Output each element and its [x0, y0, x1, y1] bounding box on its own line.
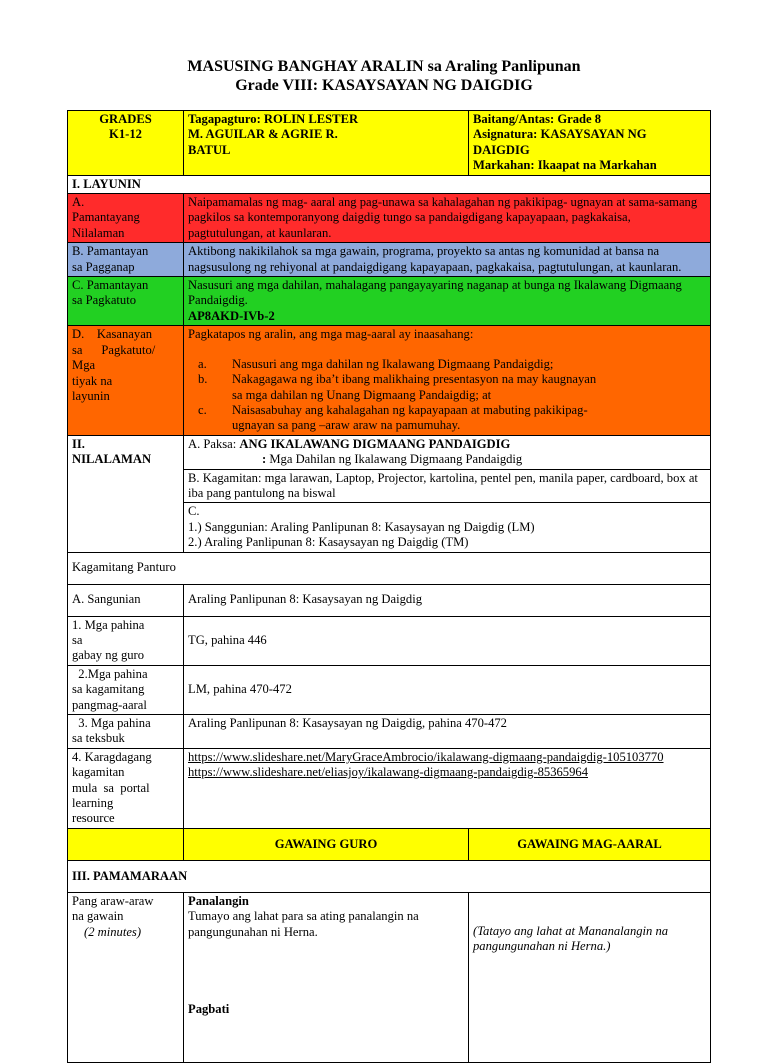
guro-activity-cell: Panalangin Tumayo ang lahat para sa ating panalangin na pangungunahan ni Herna. Pagbati [184, 892, 469, 1062]
teksbuk-value: Araling Panlipunan 8: Kasaysayan ng Daigdig, pahina 470-472 [184, 715, 711, 749]
document-title: MASUSING BANGHAY ARALIN sa Araling Panlipunan [187, 58, 581, 75]
mag-aaral-activity-cell [469, 892, 711, 1062]
objective-item: b. Nakagagawa ng iba’t ibang malikhaing presentasyon na may kaugnayan [198, 372, 597, 387]
kagamitang-pangmag-aaral-label: 2.Mga pahina sa kagamitang pangmag-aaral [68, 665, 184, 714]
pagbati-heading: Pagbati [188, 1002, 230, 1017]
mag-aaral-response: (Tatayo ang lahat at Mananalangin na pangungunahan ni Herna.) [473, 923, 669, 954]
panalangin-heading: Panalangin [188, 893, 249, 908]
pamantayang-nilalaman-label: A. Pamantayang Nilalaman [68, 194, 184, 243]
teacher-line-2: M. AGUILAR & AGRIE R. [188, 127, 338, 142]
pamantayan-pagkatuto-text: Nasusuri ang mga dahilan, mahalagang pangayayaring naganap at bunga ng Ikalawang Digmaang Pandaigdig. AP8AKD-IVb-2 [184, 277, 711, 326]
grades-label: GRADES [99, 112, 152, 126]
subject: Asignatura: KASAYSAYAN NG DAIGDIG [473, 127, 647, 157]
sanggunian-value: Araling Panlipunan 8: Kasaysayan ng Daigdig [184, 584, 711, 616]
competency-code: AP8AKD-IVb-2 [188, 308, 275, 323]
nilalaman-label: II. NILALAMAN [68, 435, 184, 552]
kagamitan-cell: B. Kagamitan: mga larawan, Laptop, Projector, kartolina, pentel pen, manila paper, cardboard, box at iba pang pantulong na biswal [184, 469, 711, 503]
teksbuk-label: 3. Mga pahina sa teksbuk [68, 715, 184, 749]
objective-item: a. Nasusuri ang mga dahilan ng Ikalawang Digmaang Pandaigdig; [198, 356, 554, 371]
layunin-heading: I. LAYUNIN [68, 175, 711, 193]
teacher-cell [184, 111, 469, 176]
portal-links [184, 748, 711, 828]
gawaing-mag-aaral-heading: GAWAING MAG-AARAL [469, 828, 711, 860]
sanggunian-label: A. Sangunian [68, 584, 184, 616]
slideshare-link-2[interactable]: https://www.slideshare.net/eliasjoy/ikalawang-digmaang-pandaigdig-85365964 [188, 765, 588, 780]
gabay-guro-value: TG, pahina 446 [184, 616, 711, 665]
pamantayang-nilalaman-text: Naipamamalas ng mag- aaral ang pag-unawa sa kahalagahan ng pakikipag- ugnayan at sama-samang pagkilos sa kontemporanyong daigdig tungo sa pandaigdigang kapayapaan, pagkakaisa, pagtutulungan, at kaunlaran. [184, 194, 711, 243]
slideshare-link-1[interactable]: https://www.slideshare.net/MaryGraceAmbrocio/ikalawang-digmaang-pandaigdig-105103770 [188, 749, 664, 764]
pamantayan-pagganap-text: Aktibong nakikilahok sa mga gawain, programa, proyekto sa antas ng komunidad at bansa na nagsusulong ng rehiyonal at pandaigdigang kapayapaan, pagkakaisa, pagtutulungan, at kaunlaran. [184, 243, 711, 277]
pamantayan-pagganap-label: B. Pamantayan sa Pagganap [68, 243, 184, 277]
kasanayan-label: D. Kasanayan sa Pagkatuto/ Mga tiyak na layunin [68, 326, 184, 435]
karagdagang-kagamitan-label: 4. Karagdagang kagamitan mula sa portal learning resource [68, 748, 184, 828]
gabay-guro-label: 1. Mga pahina sa gabay ng guro [68, 616, 184, 665]
kasanayan-objectives: Pagkatapos ng aralin, ang mga mag-aaral ay inaasahang: a. Nasusuri ang mga dahilan ng Ikalawang Digmaang Pandaigdig; b. Nakagagawa ng iba’t ibang malikhaing presentasyon na may kaugnayan sa mga dahilan ng Unang Digmaang Pandaigdig; at c. Naisasabuhay ang kahalagahan ng kapayapaan at mabuting pakikipag- ugnayan sa pang –araw araw na pamumuhay. [184, 326, 711, 435]
gawain-blank-cell [68, 828, 184, 860]
grades-range: K1-12 [109, 127, 142, 142]
teacher-line-1: Tagapagturo: ROLIN LESTER [188, 112, 359, 126]
paksa-title: ANG IKALAWANG DIGMAANG PANDAIGDIG [239, 436, 511, 451]
pang-araw-araw-label: Pang araw-araw na gawain (2 minutes) [68, 892, 184, 1062]
grades-cell [68, 111, 184, 176]
teacher-line-3: BATUL [188, 142, 231, 157]
lesson-plan-table [67, 110, 710, 1063]
quarter: Markahan: Ikaapat na Markahan [473, 158, 657, 173]
paksa-cell: A. Paksa: ANG IKALAWANG DIGMAANG PANDAIGDIG : Mga Dahilan ng Ikalawang Digmaang Pandaigdig [184, 435, 711, 469]
kagamitang-panturo-heading: Kagamitang Panturo [68, 552, 711, 584]
course-info-cell [469, 111, 711, 176]
grade-level: Baitang/Antas: Grade 8 [473, 112, 602, 126]
references-cell: C. 1.) Sanggunian: Araling Panlipunan 8: Kasaysayan ng Daigdig (LM) 2.) Araling Panlipunan 8: Kasaysayan ng Daigdig (TM) [184, 503, 711, 552]
pamantayan-pagkatuto-label: C. Pamantayan sa Pagkatuto [68, 277, 184, 326]
objective-item: c. Naisasabuhay ang kahalagahan ng kapayapaan at mabuting pakikipag- [198, 402, 588, 417]
paksa-subtitle: Mga Dahilan ng Ikalawang Digmaang Pandaigdig [269, 452, 523, 467]
gawaing-guro-heading: GAWAING GURO [184, 828, 469, 860]
document-subtitle: Grade VIII: KASAYSAYAN NG DAIGDIG [235, 77, 533, 94]
pamamaraan-heading: III. PAMAMARAAN [68, 860, 711, 892]
kagamitang-pangmag-aaral-value: LM, pahina 470-472 [184, 665, 711, 714]
